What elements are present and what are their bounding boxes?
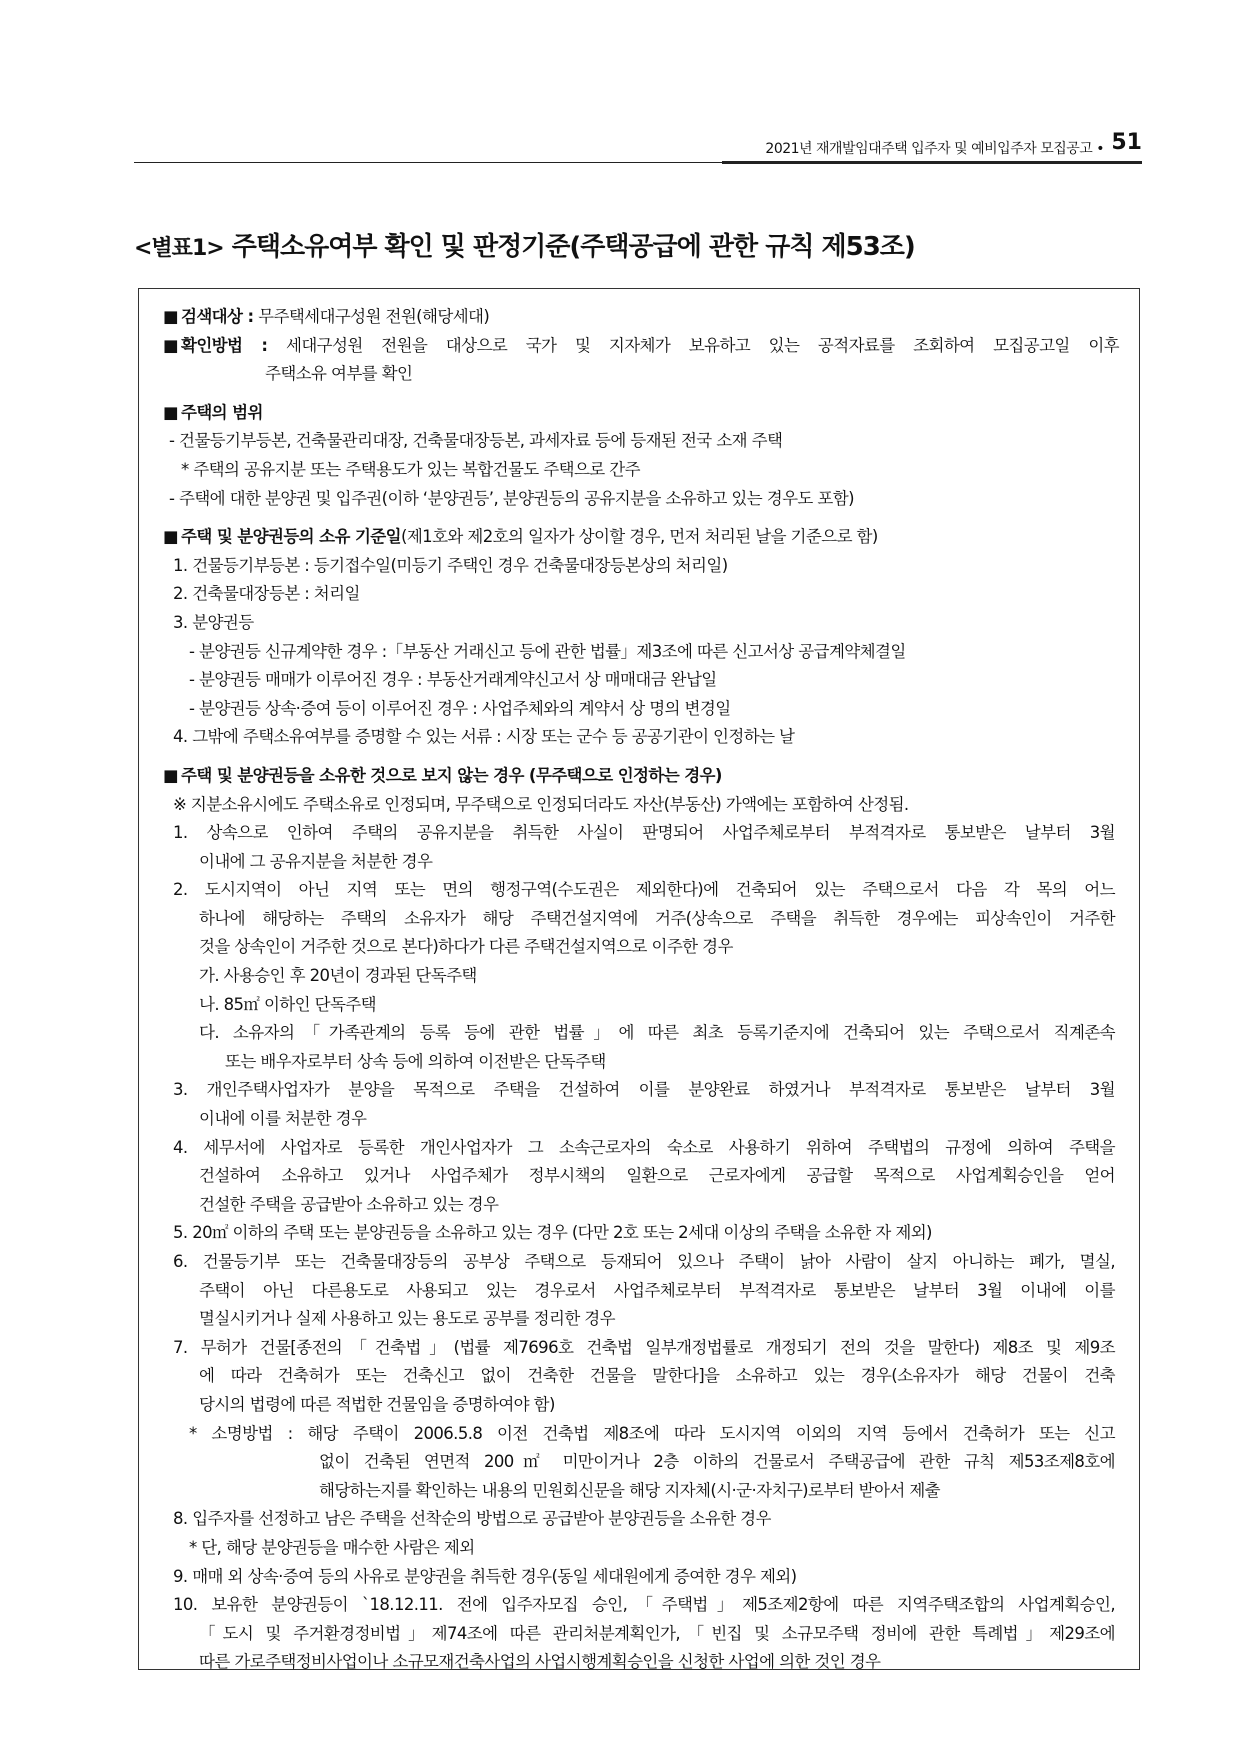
heading-label: 주택 및 분양권등의 소유 기준일 xyxy=(181,527,401,547)
bullet-icon: ■ xyxy=(163,402,178,422)
spacer xyxy=(159,389,1119,399)
text-line: 해당하는지를 확인하는 내용의 민원회신문을 해당 지자체(시·군·자치구)로부터 받아서 제출 xyxy=(319,1480,941,1500)
text-line: 건설한 주택을 공급받아 소유하고 있는 경우 xyxy=(199,1194,499,1214)
bullet-icon: ■ xyxy=(163,335,178,355)
header-title: 2021년 재개발임대주택 입주자 및 예비입주자 모집공고 • xyxy=(765,141,1104,157)
bullet-icon: ■ xyxy=(163,307,178,326)
text-line: - 분양권등 신규계약한 경우 :「부동산 거래신고 등에 관한 법률」제3조에 따른 신고서상 공급계약체결일 xyxy=(189,641,906,661)
text-line: 2. 건축물대장등본 : 처리일 xyxy=(173,584,360,604)
text-line: 가. 사용승인 후 20년이 경과된 단독주택 xyxy=(199,966,477,986)
text-line: * 소명방법 : 해당 주택이 2006.5.8 이전 건축법 제8조에 따라 도시지역 이외의 지역 등에서 건축허가 또는 신고 xyxy=(189,1423,1115,1443)
heading-label: 검색대상 : xyxy=(181,307,254,326)
text-line: 「도시 및 주거환경정비법」제74조에 따른 관리처분계획인가,「빈집 및 소규모주택 정비에 관한 특례법」제29조에 xyxy=(199,1623,1115,1643)
text-line: - 분양권등 매매가 이루어진 경우 : 부동산거래계약신고서 상 매매대금 완납일 xyxy=(189,670,717,690)
section-heading xyxy=(159,399,1119,428)
text-line: - 분양권등 상속·증여 등이 이루어진 경우 : 사업주체와의 계약서 상 명의 변경일 xyxy=(189,698,731,718)
heading-label: 확인방법 : xyxy=(181,335,268,355)
text-line: 3. 개인주택사업자가 분양을 목적으로 주택을 건설하여 이를 분양완료 하였거나 부적격자로 통보받은 날부터 3월 xyxy=(173,1080,1115,1100)
text-line: 3. 분양권등 xyxy=(173,612,254,632)
section-heading xyxy=(159,762,1119,791)
text-line: 4. 그밖에 주택소유여부를 증명할 수 있는 서류 : 시장 또는 군수 등 공공기관이 인정하는 날 xyxy=(173,727,795,747)
text-line: 1. 상속으로 인하여 주택의 공유지분을 취득한 사실이 판명되어 사업주체로부터 부적격자로 통보받은 날부터 3월 xyxy=(173,823,1115,843)
heading-text: (제1호와 제2호의 일자가 상이할 경우, 먼저 처리된 날을 기준으로 함) xyxy=(401,527,878,547)
text-line: 다. 소유자의「가족관계의 등록 등에 관한 법률」에 따른 최초 등록기준지에 건축되어 있는 주택으로서 직계존속 xyxy=(199,1023,1115,1043)
text-line: * 단, 해당 분양권등을 매수한 사람은 제외 xyxy=(189,1537,475,1557)
header-rule xyxy=(722,161,1142,164)
page-number: 51 xyxy=(1111,130,1142,155)
heading-label: 주택의 범위 xyxy=(181,402,263,422)
text-line: - 주택에 대한 분양권 및 입주권(이하 ‘분양권등’, 분양권등의 공유지분을 소유하고 있는 경우도 포함) xyxy=(169,488,854,508)
text-line: 5. 20㎡ 이하의 주택 또는 분양권등을 소유하고 있는 경우 (다만 2호 또는 2세대 이상의 주택을 소유한 자 제외) xyxy=(173,1223,932,1243)
text-line: - 건물등기부등본, 건축물관리대장, 건축물대장등본, 과세자료 등에 등재된 전국 소재 주택 xyxy=(169,431,783,451)
text-line: 에 따라 건축허가 또는 건축신고 없이 건축한 건물을 말한다]을 소유하고 있는 경우(소유자가 해당 건물이 건축 xyxy=(199,1366,1115,1386)
heading-text: 무주택세대구성원 전원(해당세대) xyxy=(253,307,490,326)
text-line: 이내에 그 공유지분을 처분한 경우 xyxy=(199,851,433,871)
text-line: 또는 배우자로부터 상속 등에 의하여 이전받은 단독주택 xyxy=(225,1051,606,1071)
text-line: 없이 건축된 연면적 200㎡ 미만이거나 2층 이하의 건물로서 주택공급에 관한 규칙 제53조제8호에 xyxy=(319,1452,1115,1472)
bullet-icon: ■ xyxy=(163,527,178,547)
text-line: 당시의 법령에 따른 적법한 건물임을 증명하여야 함) xyxy=(199,1394,555,1414)
text-line: 하나에 해당하는 주택의 소유자가 해당 주택건설지역에 거주(상속으로 주택을 취득한 경우에는 피상속인이 거주한 xyxy=(199,908,1115,928)
document-title xyxy=(134,226,915,263)
text-line: 9. 매매 외 상속·증여 등의 사유로 분양권을 취득한 경우(동일 세대원에게 증여한 경우 제외) xyxy=(173,1566,797,1586)
text-line: 멸실시키거나 실제 사용하고 있는 용도로 공부를 정리한 경우 xyxy=(199,1309,615,1329)
spacer xyxy=(159,513,1119,523)
text-line: 8. 입주자를 선정하고 남은 주택을 선착순의 방법으로 공급받아 분양권등을 소유한 경우 xyxy=(173,1509,771,1529)
heading-text: 세대구성원 전원을 대상으로 국가 및 지자체가 보유하고 있는 공적자료를 조회하여 모집공고일 이후 xyxy=(267,335,1120,355)
title-text: 주택소유여부 확인 및 판정기준(주택공급에 관한 규칙 제53조) xyxy=(231,232,915,262)
text-line: 1. 건물등기부등본 : 등기접수일(미등기 주택인 경우 건축물대장등본상의 처리일) xyxy=(173,555,728,575)
text-line: 주택소유 여부를 확인 xyxy=(265,364,413,384)
section-heading xyxy=(159,523,1119,552)
text-line: * 주택의 공유지분 또는 주택용도가 있는 복합건물도 주택으로 간주 xyxy=(181,459,640,479)
text-line: 2. 도시지역이 아닌 지역 또는 면의 행정구역(수도권은 제외한다)에 건축되어 있는 주택으로서 다음 각 목의 어느 xyxy=(173,880,1115,900)
section-heading xyxy=(159,303,1119,332)
text-line: 이내에 이를 처분한 경우 xyxy=(199,1109,367,1129)
bullet-icon: ■ xyxy=(163,765,178,785)
title-tag: <별표1> xyxy=(134,236,224,261)
spacer xyxy=(159,752,1119,762)
section-heading xyxy=(159,332,1119,361)
text-line: 따른 가로주택정비사업이나 소규모재건축사업의 사업시행계획승인을 신청한 사업에 의한 것인 경우 xyxy=(199,1652,881,1672)
criteria-content xyxy=(159,303,1119,1677)
text-line: 건설하여 소유하고 있거나 사업주체가 정부시책의 일환으로 근로자에게 공급할 목적으로 사업계획승인을 얻어 xyxy=(199,1166,1115,1186)
text-line: 6. 건물등기부 또는 건축물대장등의 공부상 주택으로 등재되어 있으나 주택이 낡아 사람이 살지 아니하는 폐가, 멸실, xyxy=(173,1252,1115,1271)
text-line: 4. 세무서에 사업자로 등록한 개인사업자가 그 소속근로자의 숙소로 사용하기 위하여 주택법의 규정에 의하여 주택을 xyxy=(173,1137,1115,1157)
criteria-box xyxy=(138,288,1140,1670)
text-line: 것을 상속인이 거주한 것으로 본다)하다가 다른 주택건설지역으로 이주한 경우 xyxy=(199,937,733,957)
page-header xyxy=(134,130,1142,163)
text-line: 7. 무허가 건물[종전의「건축법」(법률 제7696호 건축법 일부개정법률로 개정되기 전의 것을 말한다) 제8조 및 제9조 xyxy=(173,1337,1115,1357)
text-line: 주택이 아닌 다른용도로 사용되고 있는 경우로서 사업주체로부터 부적격자로 통보받은 날부터 3월 이내에 이를 xyxy=(199,1280,1115,1300)
text-line: ※ 지분소유시에도 주택소유로 인정되며, 무주택으로 인정되더라도 자산(부동산) 가액에는 포함하여 산정됨. xyxy=(173,794,909,814)
text-line: 10. 보유한 분양권등이 `18.12.11. 전에 입주자모집 승인,「주택법」제5조제2항에 따른 지역주택조합의 사업계획승인, xyxy=(173,1595,1115,1615)
text-line: 나. 85㎡ 이하인 단독주택 xyxy=(199,994,376,1014)
heading-label: 주택 및 분양권등을 소유한 것으로 보지 않는 경우 (무주택으로 인정하는 경우) xyxy=(181,765,722,785)
